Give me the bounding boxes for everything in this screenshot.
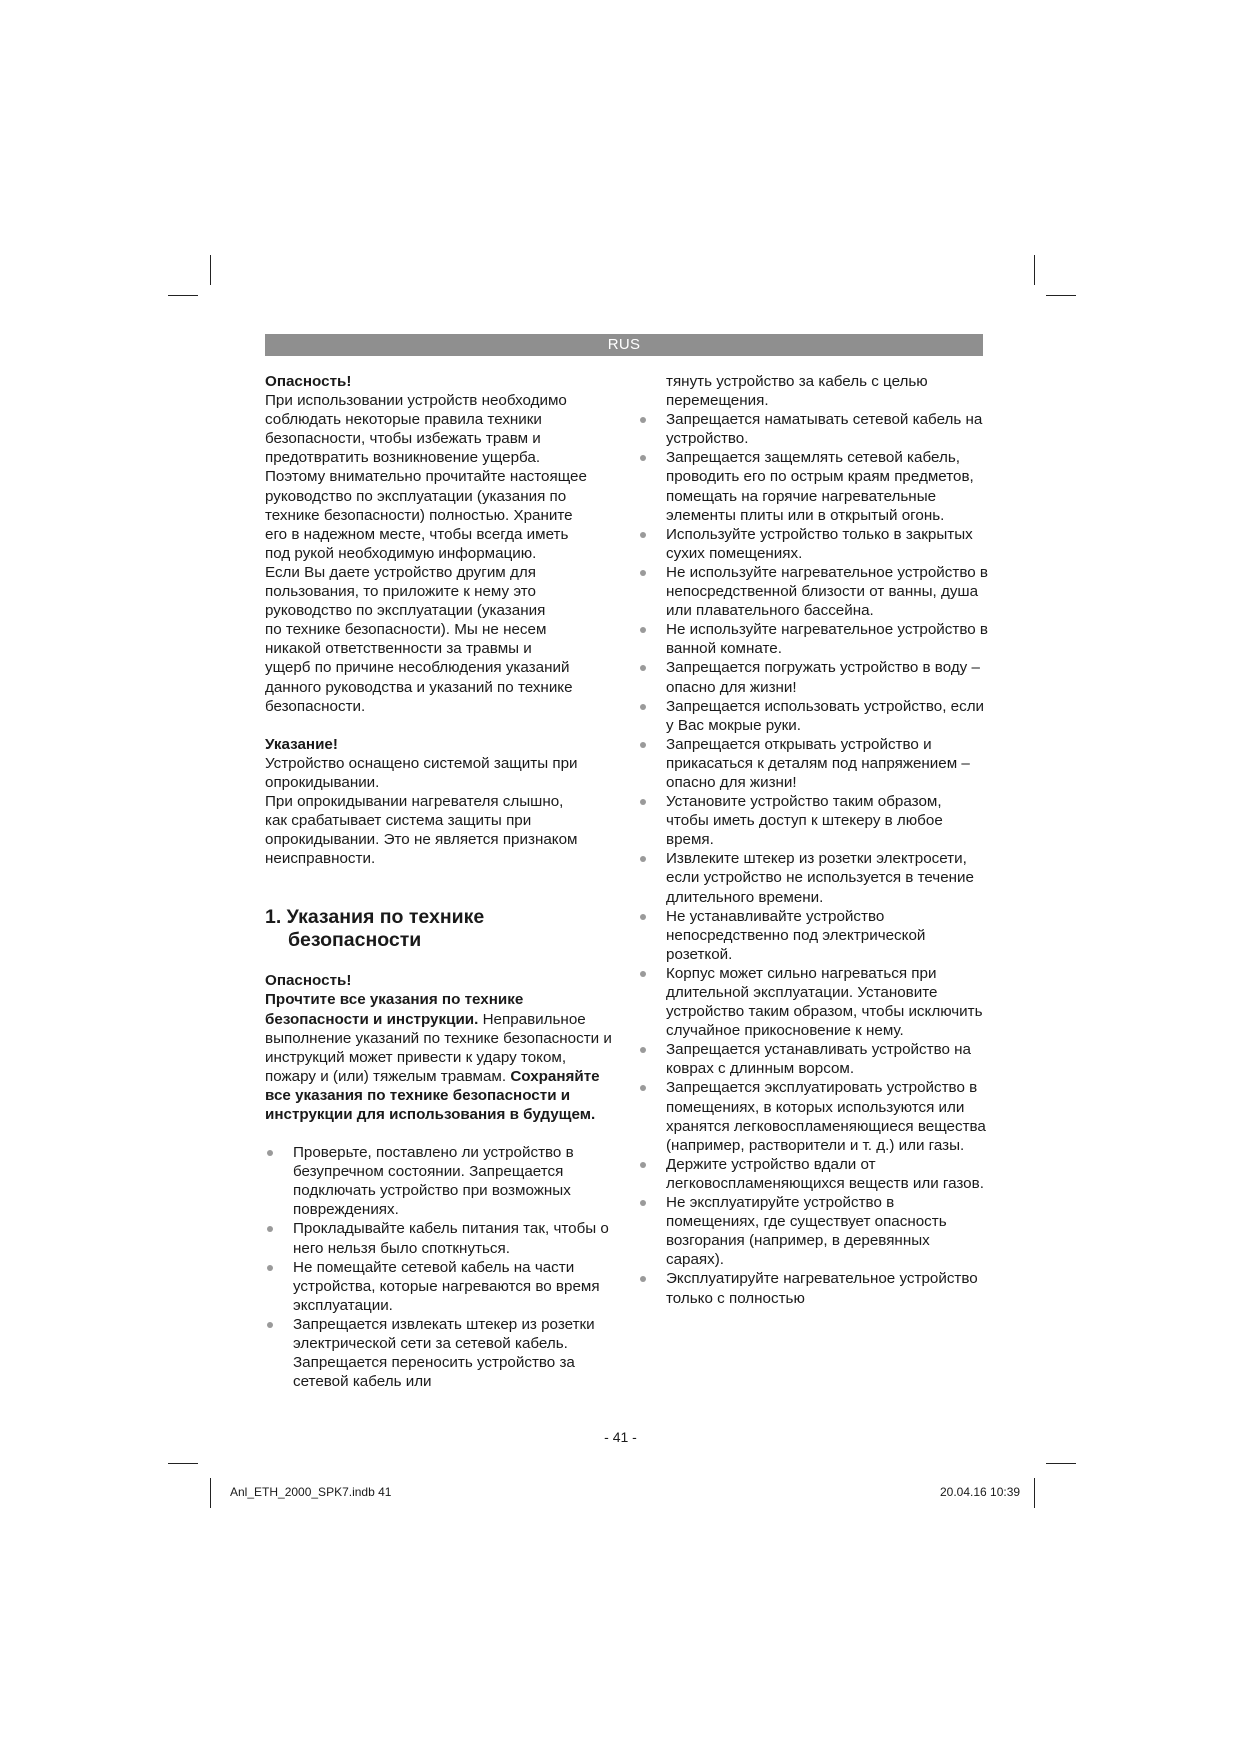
list-item: Не используйте нагревательное устройство в ванной комнате. [638,620,988,658]
list-item: Установите устройство таким образом, чтобы иметь доступ к штекеру в любое время. [638,792,988,849]
list-item: Используйте устройство только в закрытых сухих помещениях. [638,525,988,563]
danger-text: При использовании устройств необходимо соблюдать некоторые правила техники безопасности, чтобы избежать травм и предотвратить возникновение ущерба. Поэтому внимательно прочитайте настоящее руководство по эксплуатации (указания по технике безопасности) полностью. Храните его в надежном месте, чтобы всегда иметь под рукой необходимую информацию. Если Вы даете устройство другим для пользования, то приложите к нему это руководство по эксплуатации (указания по технике безопасности). Мы не несем никакой ответственности за травмы и ущерб по причине несоблюдения указаний данного руководства и указаний по технике безопасности. [265,392,587,715]
list-item: Запрещается эксплуатировать устройство в помещениях, в которых используются или хранятся легковоспламеняющиеся вещества (например, растворители и т. д.) или газы. [638,1078,988,1154]
left-column [265,372,615,1391]
safety-list-left [265,1143,615,1391]
crop-mark [168,295,198,296]
safety-list-right [638,410,988,1307]
danger-heading: Опасность! [265,373,352,390]
list-item: Прокладывайте кабель питания так, чтобы о него нельзя было споткнуться. [265,1219,615,1257]
list-item: Не помещайте сетевой кабель на части устройства, которые нагреваются во время эксплуатации. [265,1258,615,1315]
continued-text: тянуть устройство за кабель с целью перемещения. [666,373,928,410]
footer-datetime: 20.04.16 10:39 [940,1485,1021,1499]
danger-text-2: Прочтите все указания по технике безопасности и инструкции. Неправильное выполнение указаний по технике безопасности и инструкций может привести к удару током, пожару и (или) тяжелым травмам. Сохраняйте все указания по технике безопасности и инструкции для использования в будущем. [265,991,612,1123]
crop-mark [1046,295,1076,296]
crop-mark [210,1478,211,1508]
crop-mark [1034,255,1035,285]
list-item: Запрещается погружать устройство в воду – опасно для жизни! [638,658,988,696]
list-item: Проверьте, поставлено ли устройство в безупречном состоянии. Запрещается подключать устройство при возможных повреждениях. [265,1143,615,1219]
right-column [638,372,988,1308]
list-item: Запрещается открывать устройство и прикасаться к деталям под напряжением – опасно для жизни! [638,735,988,792]
crop-mark [210,255,211,285]
list-item: Запрещается защемлять сетевой кабель, проводить его по острым краям предметов, помещать на горячие нагревательные элементы плиты или в открытый огонь. [638,448,988,524]
list-item: Не эксплуатируйте устройство в помещениях, где существует опасность возгорания (например, в деревянных сараях). [638,1193,988,1269]
list-item: Запрещается наматывать сетевой кабель на устройство. [638,410,988,448]
page-number: - 41 - [604,1429,637,1445]
list-item: Запрещается устанавливать устройство на коврах с длинным ворсом. [638,1040,988,1078]
list-item: Не используйте нагревательное устройство в непосредственной близости от ванны, душа или плавательного бассейна. [638,563,988,620]
crop-mark [1046,1463,1076,1464]
crop-mark [1034,1478,1035,1508]
crop-mark [168,1463,198,1464]
note-heading: Указание! [265,735,338,753]
list-item: Держите устройство вдали от легковоспламеняющихся веществ или газов. [638,1155,988,1193]
section-title: 1. Указания по технике безопасности [265,906,485,952]
list-item: Не устанавливайте устройство непосредственно под электрической розеткой. [638,907,988,964]
list-item: Эксплуатируйте нагревательное устройство только с полностью [638,1269,988,1307]
language-bar: RUS [265,334,983,356]
list-item: Извлеките штекер из розетки электросети, если устройство не используется в течение длительного времени. [638,849,988,906]
note-text: Устройство оснащено системой защиты при опрокидывании. При опрокидывании нагревателя слышно, как срабатывает система защиты при опрокидывании. Это не является признаком неисправности. [265,754,578,868]
list-item: Запрещается извлекать штекер из розетки электрической сети за сетевой кабель. Запрещается переносить устройство за сетевой кабель или [265,1315,615,1391]
list-item: Корпус может сильно нагреваться при длительной эксплуатации. Установите устройство таким образом, чтобы исключить случайное прикосновение к нему. [638,964,988,1040]
list-item: Запрещается использовать устройство, если у Вас мокрые руки. [638,697,988,735]
footer-file: Anl_ETH_2000_SPK7.indb 41 [230,1485,392,1499]
danger-heading-2: Опасность! [265,972,352,990]
